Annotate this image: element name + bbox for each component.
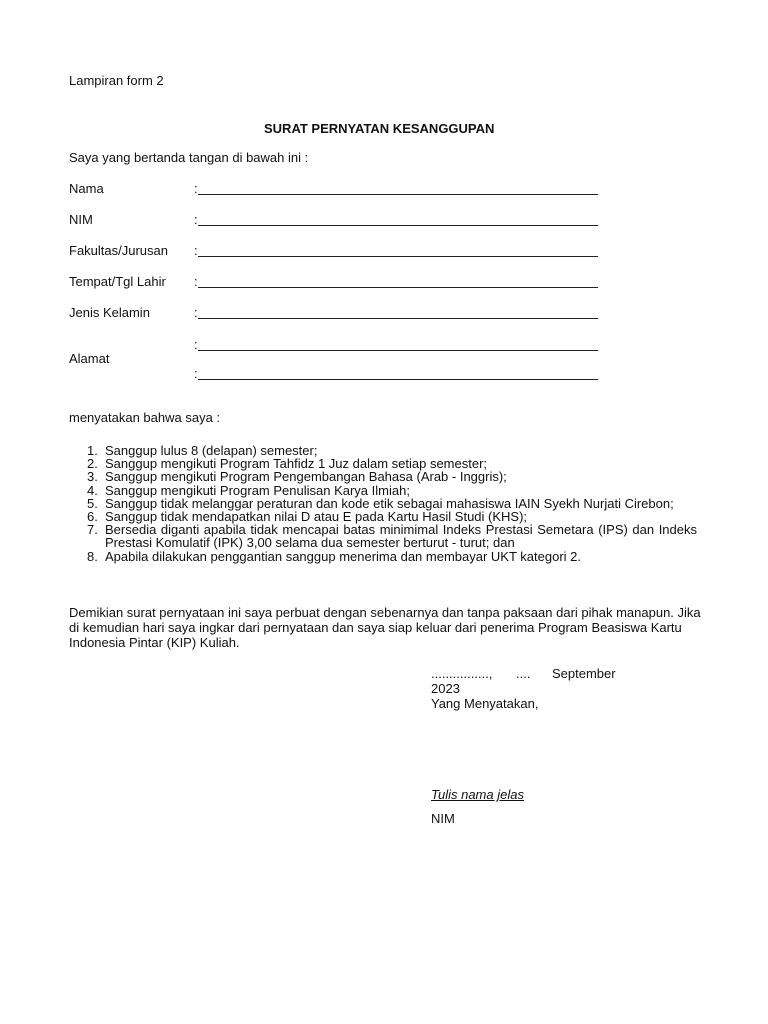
list-item-text: Sanggup mengikuti Program Pengembangan Bahasa (Arab - Inggris); — [105, 469, 507, 485]
alamat-field-line-1[interactable] — [198, 350, 598, 351]
list-item-number: 5. — [87, 495, 98, 511]
statement-list — [69, 444, 697, 563]
field-colon: : — [194, 243, 198, 258]
list-item — [69, 550, 697, 563]
list-item-text: Sanggup mengikuti Program Penulisan Karya Ilmiah; — [105, 482, 410, 498]
declarant-label: Yang Menyatakan, — [431, 696, 539, 711]
day-blank[interactable]: .... — [516, 666, 531, 681]
attachment-label: Lampiran form 2 — [69, 73, 164, 88]
jenis-kelamin-field[interactable] — [198, 318, 598, 319]
intro-text: Saya yang bertanda tangan di bawah ini : — [69, 150, 309, 165]
list-item-text: Apabila dilakukan penggantian sanggup menerima dan membayar UKT kategori 2. — [105, 548, 581, 564]
field-label-tempat-tgl-lahir: Tempat/Tgl Lahir — [69, 274, 166, 289]
field-label-alamat: Alamat — [69, 351, 110, 366]
nama-field[interactable] — [198, 194, 598, 195]
declaration-intro: menyatakan bahwa saya : — [69, 410, 221, 425]
field-label-jenis-kelamin: Jenis Kelamin — [69, 305, 150, 320]
place-blank[interactable]: ................, — [431, 666, 493, 681]
field-colon: : — [194, 274, 198, 289]
alamat-field-line-2[interactable] — [198, 379, 598, 380]
closing-paragraph: Demikian surat pernyataan ini saya perbuat dengan sebenarnya dan tanpa paksaan dari pihak manapun. Jika di kemudian hari saya ingkar dari pernyataan dan saya siap keluar dari penerima Program Beasiswa Kartu Indonesia Pintar (KIP) Kuliah. — [69, 605, 701, 650]
field-label-nim: NIM — [69, 212, 93, 227]
signature-month: September — [552, 666, 616, 681]
signature-year: 2023 — [431, 681, 460, 696]
list-item-text: Bersedia diganti apabila tidak mencapai batas minimimal Indeks Prestasi Semetara (IPS) dan Indeks Prestasi Komulatif (IPK) 3,00 selama dua semester berturut - turut; dan — [105, 522, 697, 551]
list-item-text: Sanggup lulus 8 (delapan) semester; — [105, 443, 318, 458]
tempat-tgl-lahir-field[interactable] — [198, 287, 598, 288]
list-item — [69, 484, 697, 497]
name-hint: Tulis nama jelas — [431, 787, 524, 802]
field-label-fakultas: Fakultas/Jurusan — [69, 243, 168, 258]
document-title: SURAT PERNYATAN KESANGGUPAN — [264, 121, 495, 136]
field-colon: : — [194, 212, 198, 227]
list-item-number: 6. — [87, 509, 98, 525]
field-colon: : — [194, 181, 198, 196]
list-item-number: 3. — [87, 469, 98, 485]
list-item-number: 4. — [87, 482, 98, 498]
list-item-number: 7. — [87, 522, 98, 538]
list-item-text: Sanggup tidak mendapatkan nilai D atau E pada Kartu Hasil Studi (KHS); — [105, 509, 528, 525]
list-item-number: 8. — [87, 548, 98, 564]
nim-label: NIM — [431, 811, 455, 826]
fakultas-field[interactable] — [198, 256, 598, 257]
list-item-number: 1. — [87, 443, 98, 458]
field-colon: : — [194, 366, 198, 381]
field-label-nama: Nama — [69, 181, 104, 196]
field-colon: : — [194, 305, 198, 320]
list-item-number: 2. — [87, 456, 98, 472]
nim-field[interactable] — [198, 225, 598, 226]
list-item — [69, 523, 697, 549]
list-item — [69, 470, 697, 483]
field-colon: : — [194, 337, 198, 352]
list-item-text: Sanggup tidak melanggar peraturan dan kode etik sebagai mahasiswa IAIN Syekh Nurjati Cirebon; — [105, 495, 674, 511]
list-item-text: Sanggup mengikuti Program Tahfidz 1 Juz dalam setiap semester; — [105, 456, 488, 472]
